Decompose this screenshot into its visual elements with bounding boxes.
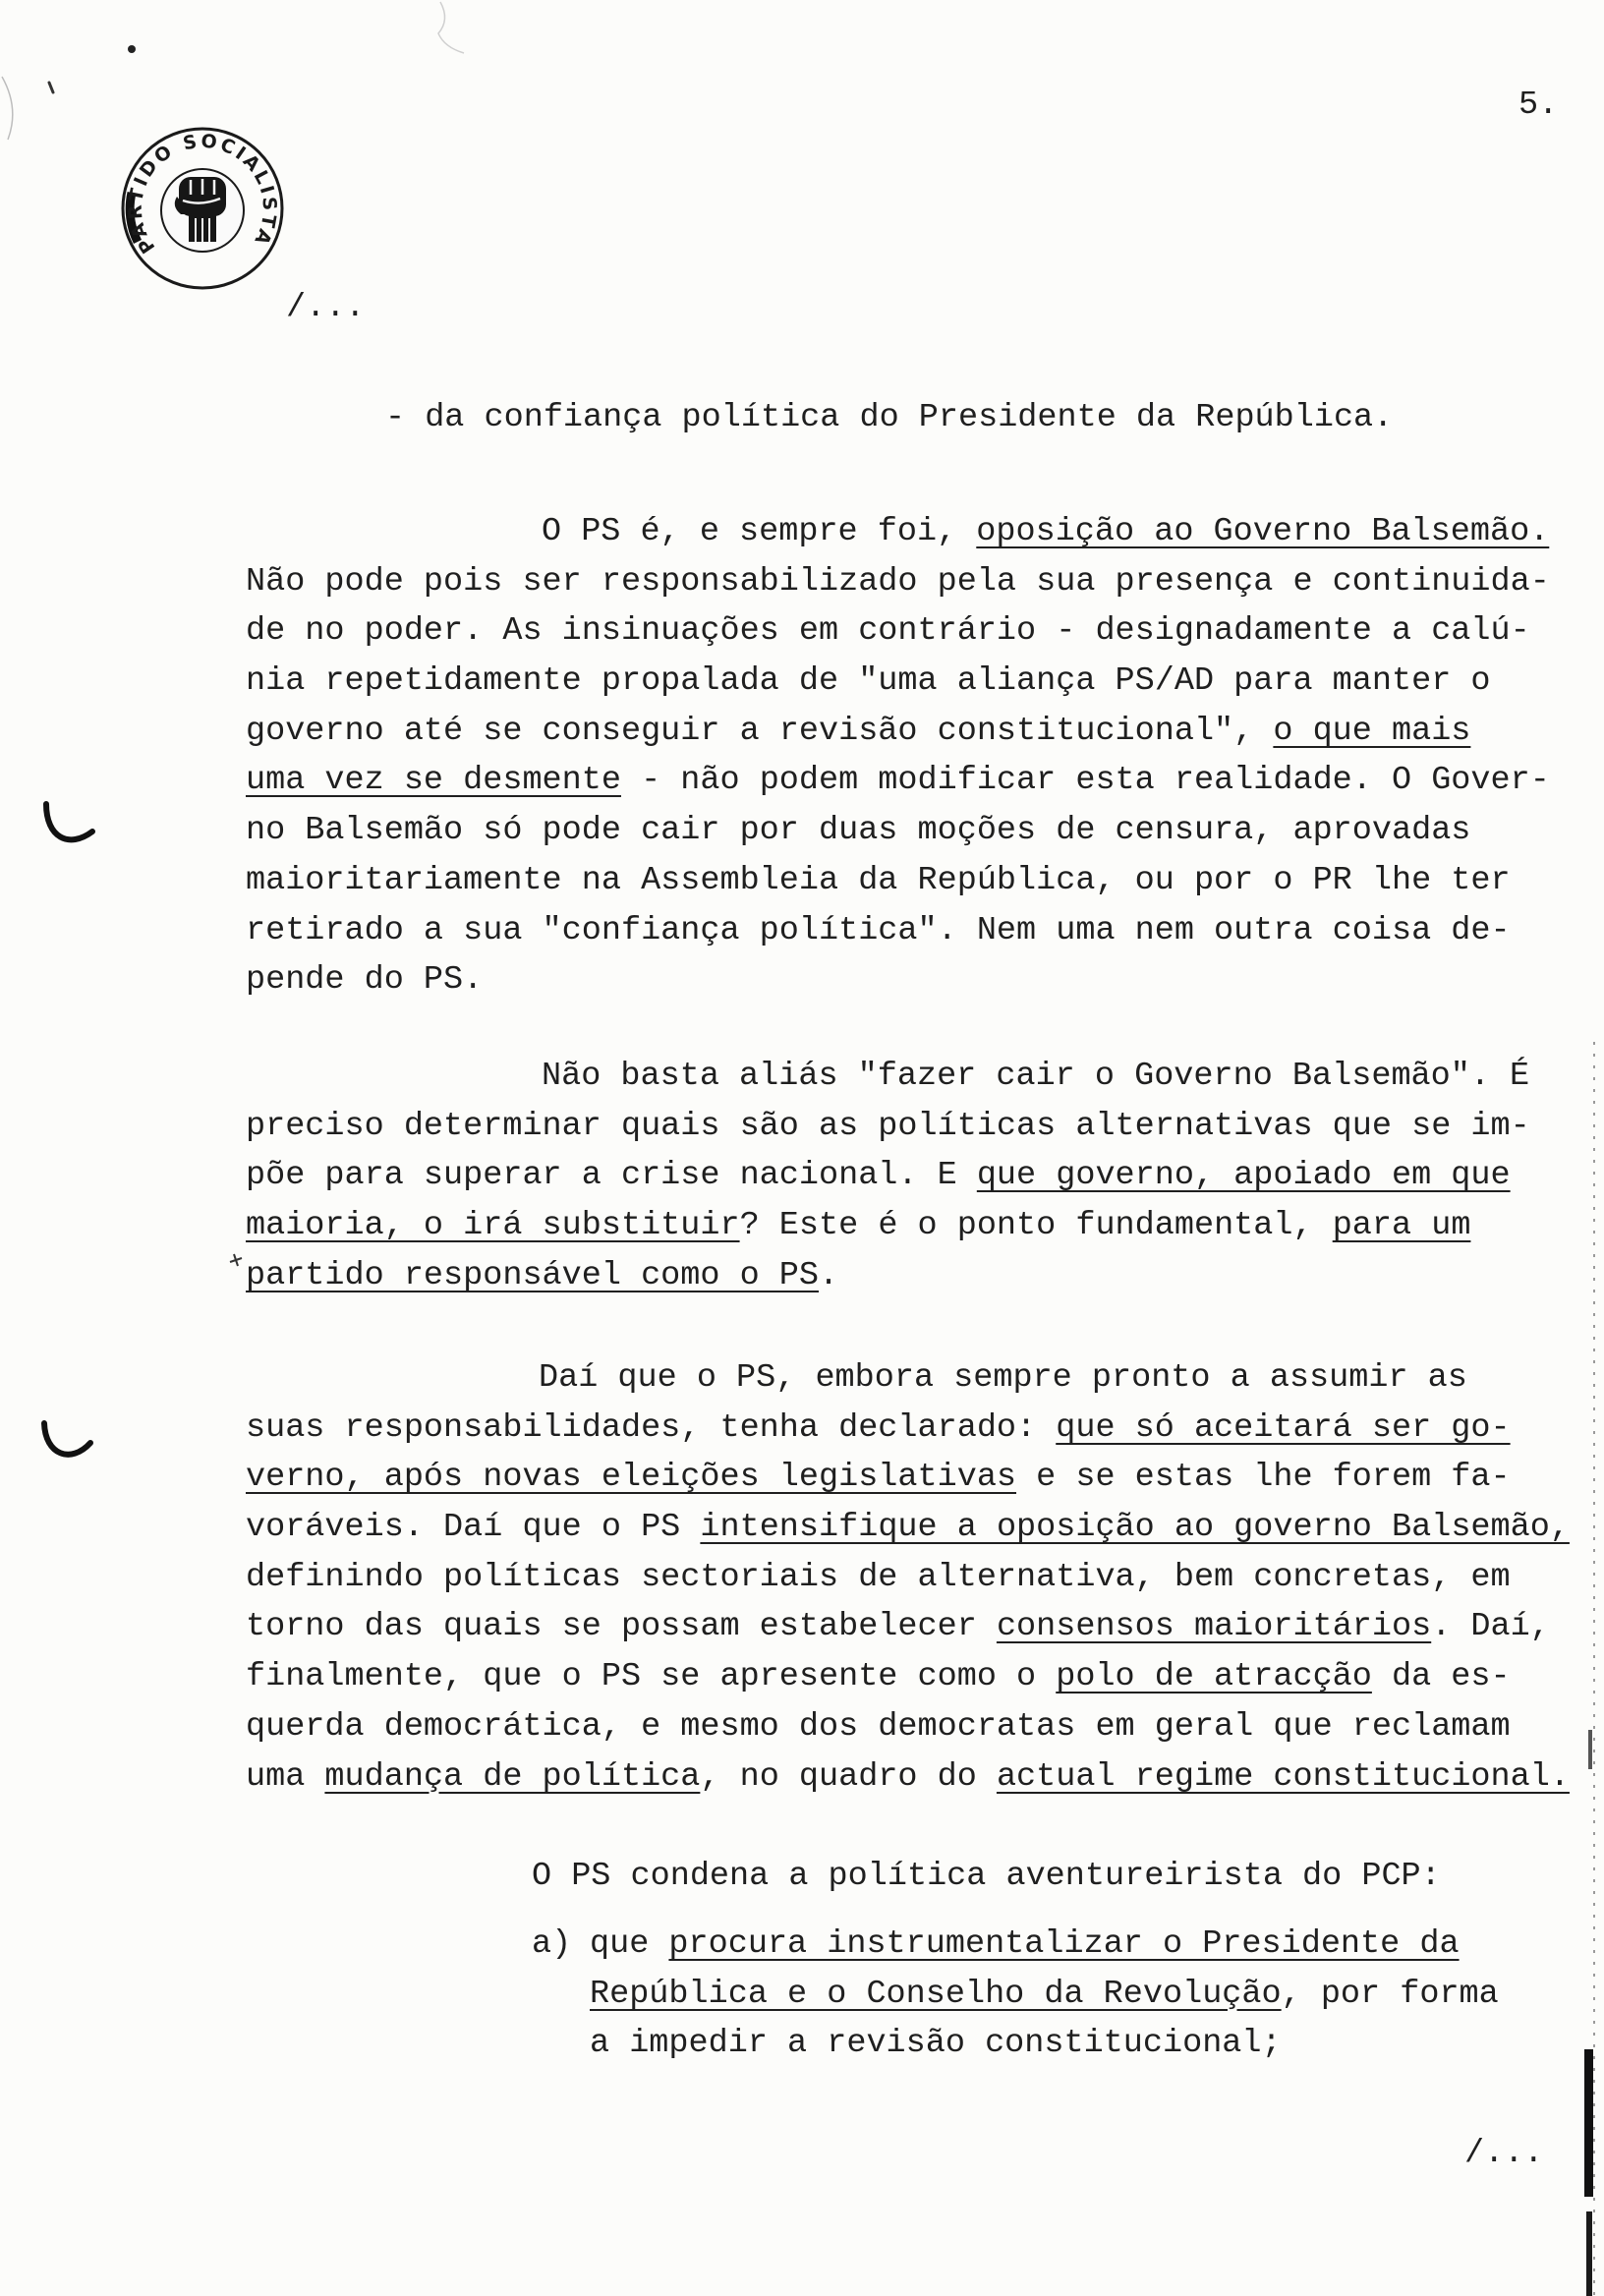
underlined-phrase: para um <box>1332 1207 1471 1245</box>
page-number: 5. <box>1518 86 1559 124</box>
text-line <box>246 806 1550 856</box>
text-line <box>246 1453 1570 1503</box>
continuation-mark-top: /... <box>286 289 366 326</box>
underlined-phrase: uma vez se desmente <box>246 762 621 800</box>
text-segment: da es- <box>1371 1658 1511 1696</box>
underlined-phrase: polo de atracção <box>1056 1658 1372 1696</box>
text-line <box>246 657 1550 707</box>
scan-edge-shadow <box>1588 1730 1592 1769</box>
scan-edge-shadow <box>1586 2211 1592 2296</box>
text-segment: . <box>819 1256 839 1294</box>
text-segment: , no quadro do <box>700 1757 997 1796</box>
underlined-phrase: maioria, o irá substituir <box>246 1207 740 1245</box>
text-segment: no Balsemão só pode cair por duas moções de censura, aprovadas <box>246 812 1471 850</box>
text-segment: - não podem modificar esta realidade. O Gover- <box>620 762 1550 800</box>
text-segment: preciso determinar quais são as políticas alternativas que se im- <box>246 1107 1530 1145</box>
text-segment: , por forma <box>1281 1975 1499 2013</box>
text-segment: nia repetidamente propalada de "uma aliança PS/AD para manter o <box>246 662 1491 701</box>
text-segment: Daí que o PS, embora sempre pronto a assumir as <box>539 1359 1467 1397</box>
text-segment: . Daí, <box>1431 1608 1550 1646</box>
faint-scribble <box>438 2 464 53</box>
text-line <box>246 1052 1530 1102</box>
text-segment: querda democrática, e mesmo dos democratas em geral que reclamam <box>246 1707 1511 1746</box>
underlined-phrase: que governo, apoiado em que <box>976 1157 1511 1195</box>
underlined-phrase: o que mais <box>1273 712 1471 750</box>
text-segment: suas responsabilidades, tenha declarado: <box>246 1408 1057 1447</box>
underlined-phrase: oposição ao Governo Balsemão. <box>976 513 1550 550</box>
text-line <box>246 1553 1570 1603</box>
intro-line: - da confiança política do Presidente da República. <box>385 399 1394 436</box>
edge-mark <box>2 77 13 140</box>
text-line <box>246 1102 1530 1152</box>
text-line <box>246 1201 1530 1251</box>
text-line <box>246 707 1550 757</box>
underlined-phrase: actual regime constitucional. <box>996 1757 1570 1796</box>
text-line <box>590 1920 1499 1970</box>
text-segment: Não pode pois ser responsabilizado pela sua presença e continuida- <box>246 562 1550 601</box>
text-segment: põe para superar a crise nacional. E <box>246 1157 977 1195</box>
text-line <box>246 1251 1530 1301</box>
text-line <box>246 1353 1570 1404</box>
text-segment: a impedir a revisão constitucional; <box>590 2025 1282 2063</box>
text-line <box>590 1970 1499 2020</box>
text-segment: e se estas lhe forem fa- <box>1016 1459 1511 1497</box>
text-segment: governo até se conseguir a revisão constitucional", <box>246 712 1274 750</box>
text-line <box>246 1602 1570 1652</box>
text-line <box>246 606 1550 657</box>
paragraph-responsibilities <box>246 1353 1570 1802</box>
text-segment: uma <box>246 1757 325 1796</box>
paragraph-opposition <box>246 507 1550 1005</box>
list-item-text <box>590 1920 1499 2069</box>
text-line <box>246 1404 1570 1454</box>
text-segment: definindo políticas sectoriais de alternativa, bem concretas, em <box>246 1558 1511 1596</box>
ink-dot <box>128 45 136 53</box>
text-segment: torno das quais se possam estabelecer <box>246 1608 997 1646</box>
underlined-phrase: verno, após novas eleições legislativas <box>246 1459 1017 1497</box>
text-line <box>246 1151 1530 1201</box>
text-segment: ? Este é o ponto fundamental, <box>739 1207 1333 1245</box>
text-line <box>246 856 1550 906</box>
punch-mark <box>44 1423 90 1455</box>
text-line <box>246 507 1550 557</box>
logo-lettering: PARTIDO SOCIALISTA <box>124 130 281 258</box>
text-line <box>246 955 1550 1005</box>
underlined-phrase: República e o Conselho da Revolução <box>590 1975 1282 2013</box>
underlined-phrase: mudança de política <box>324 1757 701 1796</box>
text-line <box>246 557 1550 607</box>
ink-asterisk <box>230 1254 242 1266</box>
text-segment: retirado a sua "confiança política". Nem uma nem outra coisa de- <box>246 911 1511 949</box>
text-segment: O PS é, e sempre foi, <box>542 513 977 550</box>
text-segment: que <box>590 1925 669 1963</box>
closing-lead: O PS condena a política aventureirista do PCP: <box>532 1858 1441 1895</box>
text-line <box>246 756 1550 806</box>
ink-tick <box>49 83 53 92</box>
scan-edge-shadow <box>1584 2049 1593 2197</box>
punch-mark <box>46 804 92 839</box>
underlined-phrase: procura instrumentalizar o Presidente da <box>668 1925 1460 1963</box>
underlined-phrase: que só aceitará ser go- <box>1056 1408 1511 1447</box>
partido-socialista-logo <box>118 124 287 293</box>
text-line <box>590 2019 1499 2069</box>
text-segment: maioritariamente na Assembleia da República, ou por o PR lhe ter <box>246 861 1511 899</box>
text-segment: pende do PS. <box>246 961 484 1000</box>
text-line <box>246 1752 1570 1803</box>
underlined-phrase: partido responsável como o PS <box>246 1256 819 1294</box>
text-line <box>246 1702 1570 1752</box>
text-segment: Não basta aliás "fazer cair o Governo Balsemão". É <box>542 1058 1530 1095</box>
text-line <box>246 1652 1570 1702</box>
text-line <box>246 906 1550 956</box>
text-segment: de no poder. As insinuações em contrário - designadamente a calú- <box>246 612 1530 651</box>
continuation-mark-bottom: /... <box>1464 2135 1544 2172</box>
text-segment: voráveis. Daí que o PS <box>246 1509 701 1547</box>
underlined-phrase: consensos maioritários <box>996 1608 1432 1646</box>
underlined-phrase: intensifique a oposição ao governo Balsemão, <box>700 1509 1570 1547</box>
text-line <box>246 1503 1570 1553</box>
text-segment: finalmente, que o PS se apresente como o <box>246 1658 1057 1696</box>
list-item-label: a) <box>532 1925 572 1963</box>
paragraph-alternatives <box>246 1052 1530 1300</box>
